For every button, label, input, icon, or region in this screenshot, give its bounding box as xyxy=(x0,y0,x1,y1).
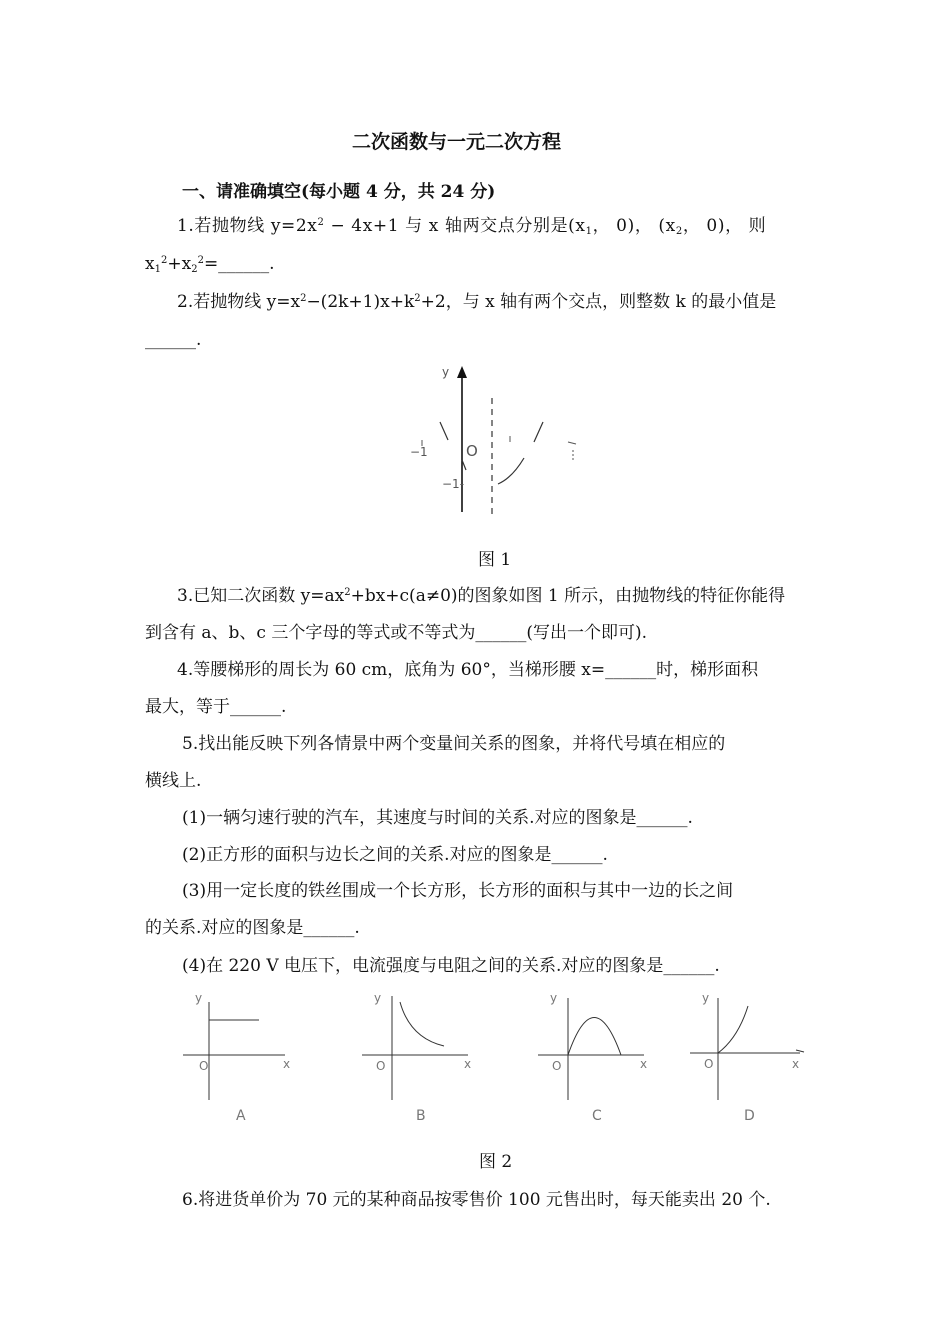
figure-1-graph xyxy=(400,360,590,520)
graph-c-x-label: x xyxy=(640,1057,648,1071)
graph-c-y-label: y xyxy=(550,991,558,1005)
graph-a-letter: A xyxy=(236,1108,246,1124)
figure-2-graph-d xyxy=(690,990,810,1125)
graph-b-y-label: y xyxy=(374,991,382,1005)
fig1-parabola-curve xyxy=(498,458,524,484)
graph-b-x-label: x xyxy=(464,1057,472,1071)
page-title: 二次函数与一元二次方程 xyxy=(352,131,562,153)
question-4-line-1: 4.等腰梯形的周长为 60 cm，底角为 60°，当梯形腰 x=______时，梯形面积 xyxy=(177,660,759,680)
question-1-line-1: 1.若抛物线 $y=2x^2 - 4x+1$ 与 x 轴两交点分别是($x_1$， 0)， ($x_2$， 0)， 则 xyxy=(177,216,767,237)
graph-b-hyperbola xyxy=(400,1002,444,1046)
fig1-y-label: y xyxy=(442,365,450,379)
graph-b-letter: B xyxy=(416,1108,426,1124)
fig1-neg-one-y: −1- xyxy=(442,477,465,491)
question-5-sub-2: (2)正方形的面积与边长之间的关系.对应的图象是______. xyxy=(182,845,608,865)
fig1-curve-right-fragment xyxy=(534,422,543,442)
question-4-line-2: 最大，等于______. xyxy=(145,697,287,717)
question-5-sub-4: (4)在 220 V 电压下，电流强度与电阻之间的关系.对应的图象是______. xyxy=(182,956,720,976)
question-5-sub-3-line-2: 的关系.对应的图象是______. xyxy=(145,918,360,938)
question-5-sub-1: (1)一辆匀速行驶的汽车，其速度与时间的关系.对应的图象是______. xyxy=(182,808,693,828)
question-6-line-1: 6.将进货单价为 70 元的某种商品按零售价 100 元售出时，每天能卖出 20 个. xyxy=(182,1190,771,1210)
graph-b-origin-label: O xyxy=(376,1059,386,1073)
figure-2-graph-b xyxy=(362,990,477,1125)
graph-d-letter: D xyxy=(744,1108,755,1124)
fig1-y-arrow xyxy=(457,366,467,378)
graph-d-x-arrow xyxy=(796,1050,804,1052)
figure-2-graph-a xyxy=(183,990,293,1125)
fig1-curve-left-fragment xyxy=(440,422,448,440)
graph-d-parabola-branch xyxy=(718,1006,748,1053)
question-5-sub-3-line-1: (3)用一定长度的铁丝围成一个长方形，长方形的面积与其中一边的长之间 xyxy=(182,881,734,901)
question-2-line-1: 2.若抛物线 $y=x^2-(2k+1)x+k^2+2$，与 x 轴有两个交点，则整数 k 的最小值是 xyxy=(177,292,777,312)
figure-2-caption: 图 2 xyxy=(479,1152,513,1172)
question-1-line-2: $x_1^2+x_2^2=\_\_\_\_\_\_$. xyxy=(145,254,275,275)
graph-c-letter: C xyxy=(592,1108,602,1124)
question-5-line-1: 5.找出能反映下列各情景中两个变量间关系的图象，并将代号填在相应的 xyxy=(182,734,726,754)
graph-d-y-label: y xyxy=(702,991,710,1005)
graph-d-origin-label: O xyxy=(704,1057,714,1071)
question-5-line-2: 横线上. xyxy=(145,771,202,791)
graph-c-parabola xyxy=(568,1018,621,1056)
graph-a-y-label: y xyxy=(195,991,203,1005)
question-3-line-1: 3.已知二次函数 $y=ax^2+bx+c(a\ne 0)$的图象如图 1 所示，由抛物线的特征你能得 xyxy=(177,586,786,606)
figure-2-graph-c xyxy=(538,990,653,1125)
question-3-line-2: 到含有 a、b、c 三个字母的等式或不等式为______(写出一个即可). xyxy=(145,623,648,643)
figure-1-caption: 图 1 xyxy=(478,550,512,570)
graph-a-origin-label: O xyxy=(199,1059,209,1073)
graph-c-origin-label: O xyxy=(552,1059,562,1073)
question-2-line-2: ______. xyxy=(145,330,202,350)
graph-a-x-label: x xyxy=(283,1057,291,1071)
fig1-origin-label: O xyxy=(466,442,478,460)
graph-d-x-label: x xyxy=(792,1057,800,1071)
section-heading: 一、请准确填空(每小题 4 分，共 24 分) xyxy=(182,182,496,202)
fig1-x-arrow-fragment xyxy=(568,442,576,444)
fig1-neg-one-x: −1 xyxy=(410,445,428,459)
